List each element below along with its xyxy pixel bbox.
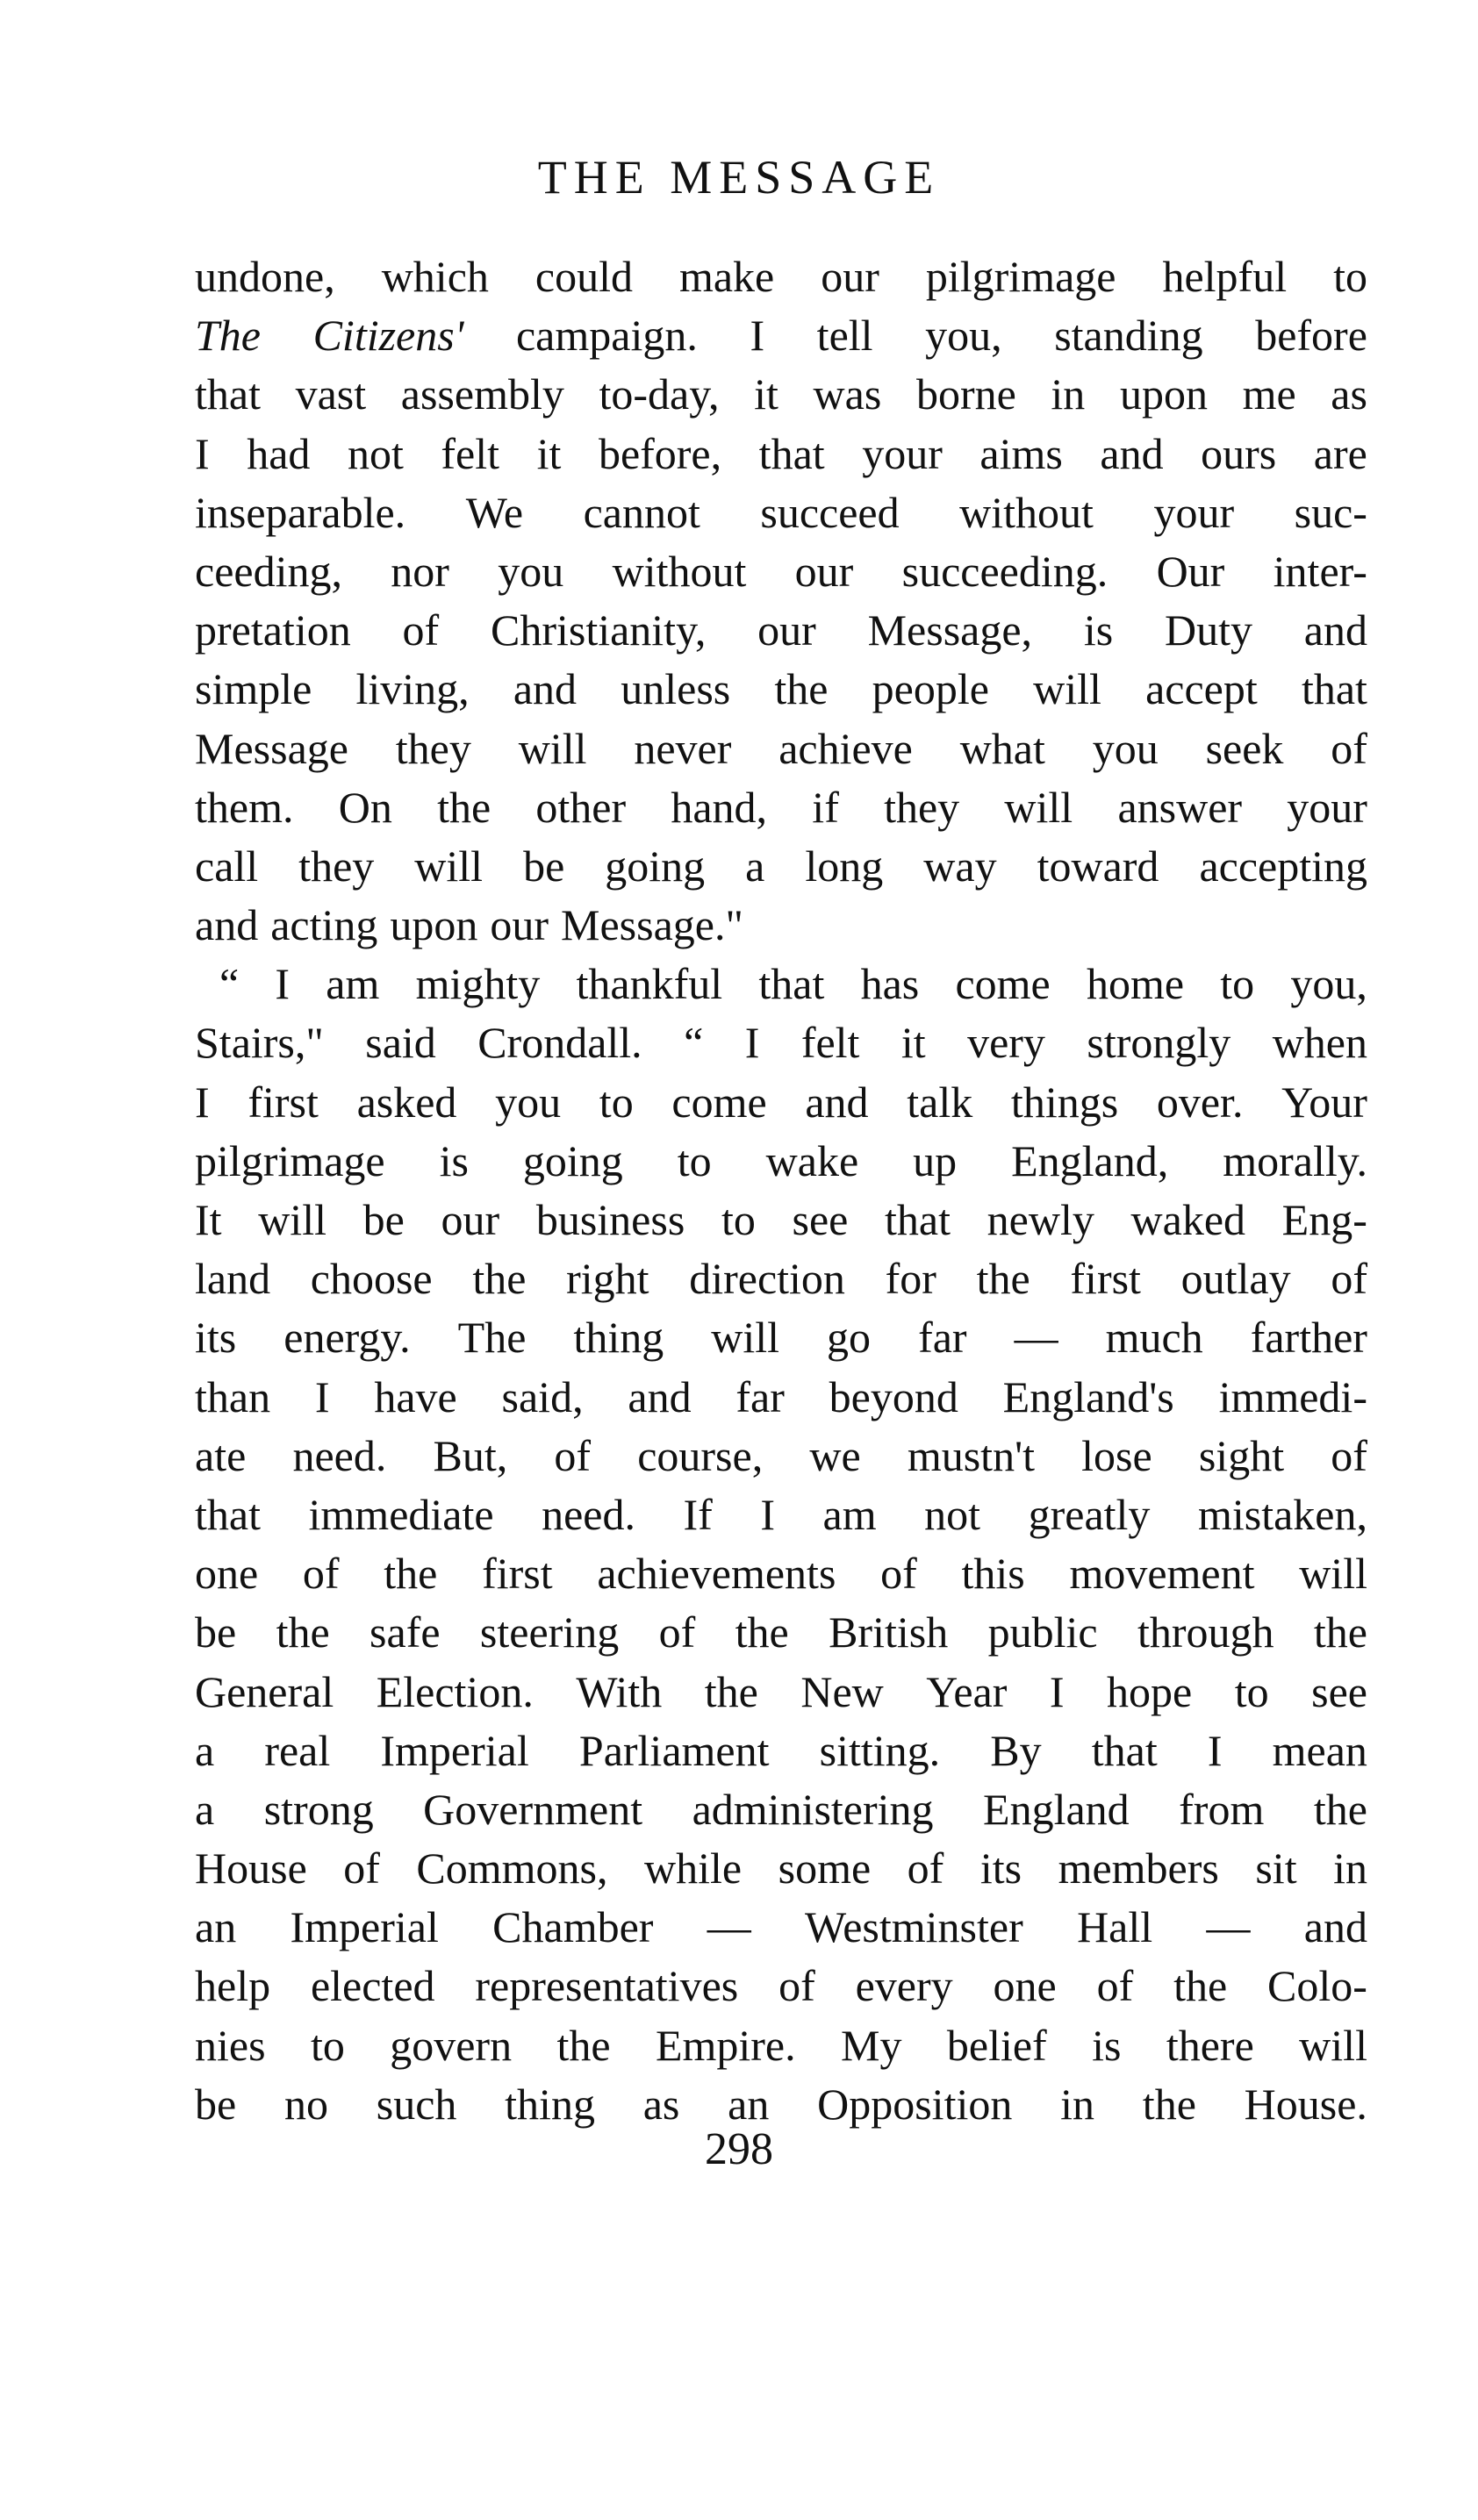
text-line: that vast assembly to-day, it was borne in upon me as	[195, 369, 1367, 419]
text-line: pilgrimage is going to wake up England, morally.	[195, 1135, 1367, 1185]
text-line: them. On the other hand, if they will answer your	[195, 782, 1367, 832]
text-line: ate need. But, of course, we mustn't lose sight of	[195, 1430, 1367, 1480]
text-line: The Citizens' campaign. I tell you, standing before	[195, 311, 1367, 361]
text-line: ceeding, nor you without our succeeding. Our inter-	[195, 546, 1367, 596]
text-line: one of the first achievements of this movement will	[195, 1549, 1367, 1599]
text-line: undone, which could make our pilgrimage helpful to	[195, 252, 1367, 301]
text-line: House of Commons, while some of its members sit in	[195, 1843, 1367, 1894]
text-line: I had not felt it before, that your aims and ours are	[195, 428, 1367, 478]
text-line: that immediate need. If I am not greatly mistaken,	[195, 1489, 1367, 1539]
text-line: Message they will never achieve what you seek of	[195, 723, 1367, 773]
body-text	[195, 247, 1367, 2134]
text-line: help elected representatives of every one of the Colo-	[195, 1961, 1367, 2011]
text-line: It will be our business to see that newly waked Eng-	[195, 1195, 1367, 1244]
text-line: its energy. The thing will go far — much farther	[195, 1313, 1367, 1363]
text-line: land choose the right direction for the first outlay of	[195, 1254, 1367, 1304]
text-line: a strong Government administering England from the	[195, 1784, 1367, 1834]
text-line: be no such thing as an Opposition in the House.	[195, 2079, 1367, 2129]
text-line: nies to govern the Empire. My belief is there will	[195, 2020, 1367, 2070]
text-line: General Election. With the New Year I hope to see	[195, 1666, 1367, 1716]
text-line: “ I am mighty thankful that has come home to you,	[219, 959, 1367, 1009]
text-line: I first asked you to come and talk things over. Your	[195, 1077, 1367, 1127]
text-line: pretation of Christianity, our Message, is Duty and	[195, 605, 1367, 655]
text-line: than I have said, and far beyond England's immedi-	[195, 1371, 1367, 1421]
text-line: inseparable. We cannot succeed without your suc-	[195, 487, 1367, 537]
page-number: 298	[705, 2124, 773, 2174]
text-line: and acting upon our Message."	[195, 900, 743, 950]
text-line: be the safe steering of the British public through the	[195, 1607, 1367, 1657]
text-line: Stairs," said Crondall. “ I felt it very strongly when	[195, 1018, 1367, 1068]
text-line: simple living, and unless the people will accept that	[195, 664, 1367, 714]
text-line: call they will be going a long way toward accepting	[195, 841, 1367, 891]
text-line: a real Imperial Parliament sitting. By that I mean	[195, 1725, 1367, 1775]
text-line: an Imperial Chamber — Westminster Hall — and	[195, 1902, 1367, 1952]
running-head: THE MESSAGE	[537, 151, 941, 204]
